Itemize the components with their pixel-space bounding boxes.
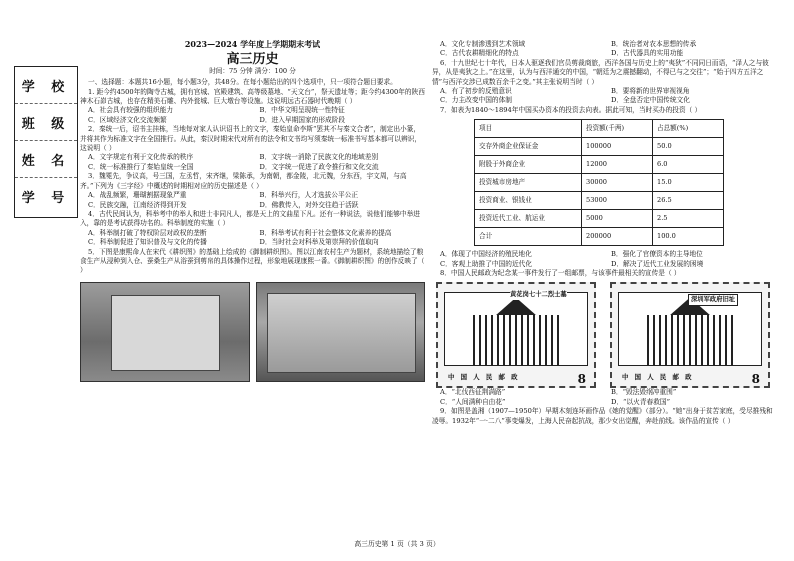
- option: D．解决了近代工业发展的困境: [611, 259, 704, 268]
- option: C．力主改变中国的体制: [440, 96, 512, 105]
- table-header-row: [475, 120, 724, 138]
- option: D．古代器具的实用功能: [611, 49, 684, 58]
- option: A．文化专制渗透到艺术领域: [440, 40, 526, 48]
- option: D．当时社会对科举及第崇拜的价值取向: [259, 238, 379, 247]
- table-cell: 6.0: [653, 156, 724, 174]
- question-2-options: [80, 153, 425, 172]
- stamp-post-label: 中 国 人 民 邮 政: [622, 373, 694, 382]
- question-7-options: [432, 250, 776, 269]
- section-intro: 一、选择题：本题共16小题，每小题3分，共48分。在每小题给出的四个选项中，只一项符合题目要求。: [88, 78, 397, 87]
- option: D．全盘否定中国传统文化: [611, 96, 690, 105]
- exam-year: 2023—2024 学年度上学期期末考试: [184, 39, 321, 49]
- option: D．文字统一促进了政令推行和文化交流: [259, 162, 379, 171]
- investment-table: [474, 119, 724, 246]
- table-cell: 15.0: [653, 174, 724, 192]
- table-cell: 100.0: [653, 228, 724, 246]
- student-info-box: [14, 66, 78, 218]
- question-2: 2．秦统一后，诏书主挂栋，当地每对家人认识诏书上的文字，秦始皇命李斯“罢其不与秦文合者”，制定出小篆，并将其作为标准文字在全国推行。从此，秦汉时期宋代对所有的法令和文书均写须秦统一标准书写基本都可以辨识，这说明（ ）: [80, 125, 422, 153]
- name-label: 姓 名: [15, 141, 77, 178]
- school-label: 学 校: [15, 67, 77, 104]
- table-cell: 合计: [475, 228, 582, 246]
- table-cell: 投资商业、银钱业: [475, 192, 582, 210]
- page-title: 高三历史: [226, 52, 279, 68]
- stamp-2: [610, 282, 770, 388]
- table-total-row: [475, 228, 724, 246]
- option: B．“毁法毁纲冲重围”: [611, 388, 677, 397]
- question-1: 1. 距今约4500年的陶寺古城，拥有宫城、宫殿建筑、高等级墓地、“天文台”，祭天遗址等；距今约4300年的陕西神木石峁古城，也存在精美石雕、内外瓮城、巨大墩台等设施。这说明远古石器时代晚期（ ）: [80, 87, 425, 106]
- option: A．“北伐西征荆满路”: [440, 388, 506, 397]
- table-cell: 投资城市房地产: [475, 174, 582, 192]
- stamp-value: 8: [751, 372, 760, 387]
- question-8: 8．中国人民邮政为纪念某一事件发行了一组邮票，与该事件最相关的宣传是（ ）: [440, 269, 681, 278]
- exam-meta: 时间：75 分钟 满分：100 分: [209, 66, 296, 75]
- option: B．科举考试有利于社会整体文化素养的提高: [259, 228, 392, 237]
- table-header: 投资额(千两): [582, 120, 653, 138]
- option: C．统一标准推行了秦始皇统一全国: [88, 162, 194, 171]
- left-column: [80, 40, 425, 382]
- question-5-figures: [80, 282, 425, 382]
- option: B．文字统一消除了民族文化的地域差别: [259, 153, 379, 162]
- option: B．强化了官僚资本的主导地位: [611, 250, 703, 259]
- option: C．民族交融，江南经济得到开发: [88, 200, 187, 209]
- question-3: 3．魏冕先，争议高，号三国，左丞哲，宋齐继，梁陈承，为南朝，都金陵，北元魏，分东西，宇文周，与高齐。”下列为《三字经》中概述的时期相对应的历史描述是（ ）: [80, 172, 407, 190]
- table-header: 占总额(%): [653, 120, 724, 138]
- mausoleum-image: [444, 292, 588, 366]
- table-cell: 附股于外商企业: [475, 156, 582, 174]
- option: B．要将新的世界审视视角: [611, 87, 690, 96]
- question-9: 9．如图是盖湘（1907—1950年）早期木刻连环画作品《她的觉醒》（部分）。“她”出身于贫苦家庭，受尽推残和凌辱。1932年“一·二八”事变爆发，上海人民奋起抗战，那少女出觉醒，奔赴前线。该作品的宣传（ ）: [432, 407, 773, 425]
- option: C．科举制促进了知识普及与文化的传播: [88, 238, 207, 247]
- table-header: 项目: [475, 120, 582, 138]
- option: B．科举兴行，人才选拔公平公正: [259, 191, 359, 200]
- option: B．中华文明呈现统一性特征: [259, 106, 345, 115]
- question-5: 5．下图是康熙命人在宋代《耕织图》的基础上绘成的《御制耕织图》。图以江南农村生产为题材，系统地描绘了粮食生产从浸种到入仓、蚕桑生产从浴蚕到剪帛的具体操作过程，形象地展现康熙一番。《御制耕织图》的创作反映了（ ）: [80, 247, 425, 275]
- option: B．统治者对农本思想的传承: [611, 40, 697, 48]
- option: C．区域经济文化交流频繁: [88, 115, 167, 124]
- option: D．进入早期国家的形成阶段: [259, 115, 346, 124]
- option: A．社会具有较强的组织能力: [88, 106, 174, 115]
- stamp-caption: 黄花岗七十二烈士墓: [510, 291, 567, 299]
- question-6: 6．十九世纪七十年代，日本人驱逐我们官员剪裁商旅，西洋各国与历史上的“夷狄”不同同日而语，“泽人之与彼异，从是夷狄之上。”在这里，认为与西洋通交的中国，“朝廷为之震撼翻动，不得已与之交往”；“始于四方五洋之情”与西洋交涉已成数百余千之变。”其主张说明当时（ ）: [432, 58, 769, 86]
- question-4-options: [80, 229, 425, 248]
- question-7: 7．如表为1840～1894年中国买办资本的投资去向表。据此可知，当时买办的投资（ ）: [440, 105, 702, 114]
- option: C．“人间满种自由花”: [440, 397, 506, 406]
- option: A．战乱频繁，珊瑚割据现象严重: [88, 191, 187, 200]
- question-3-options: [80, 191, 425, 210]
- question-1-options: [80, 106, 425, 125]
- option: A．文字规定有利于文化传承的秩序: [88, 153, 194, 162]
- option: A．科举制打破了特权阶层对政权的垄断: [88, 228, 207, 237]
- table-cell: 26.5: [653, 192, 724, 210]
- question-6-options: [432, 87, 776, 106]
- stamp-post-label: 中 国 人 民 邮 政: [448, 373, 520, 382]
- table-cell: 12000: [582, 156, 653, 174]
- student-id-label: 学 号: [21, 190, 71, 206]
- option: A．有了初步的反殖意识: [440, 87, 512, 96]
- table-cell: 53000: [582, 192, 653, 210]
- option: A．体现了中国经济的殖民地化: [440, 250, 532, 259]
- table-cell: 50.0: [653, 138, 724, 156]
- table-cell: 100000: [582, 138, 653, 156]
- table-row: [475, 174, 724, 192]
- right-column: [432, 40, 776, 426]
- stamp-value: 8: [577, 372, 586, 387]
- question-5-options: [432, 40, 776, 59]
- table-cell: 200000: [582, 228, 653, 246]
- question-8-options: [432, 388, 776, 407]
- table-row: [475, 210, 724, 228]
- class-label: 班 级: [15, 104, 77, 141]
- page-footer: 高三历史第 1 页（共 3 页）: [354, 540, 440, 548]
- weaving-illustration-image: [256, 282, 426, 382]
- stamp-1: [436, 282, 596, 388]
- table-row: [475, 138, 724, 156]
- stamp-images: [436, 282, 776, 386]
- option: D．“以火青春救国”: [611, 397, 671, 406]
- question-4: 4．古代民间认为，科举考中的举人和进士非同凡人，都是天上的文曲星下凡。还有一种说法，说他们能够中举进入，靠的是考试获得功名的。科举制度的实施（ ）: [80, 209, 420, 228]
- table-cell: 投资近代工业、航运业: [475, 210, 582, 228]
- option: D．佛教传入，对外交往趋于活跃: [259, 200, 359, 209]
- table-cell: 2.5: [653, 210, 724, 228]
- option: C．古代农耕精细化的特点: [440, 49, 519, 58]
- option: C．客观上助推了中国的近代化: [440, 259, 533, 268]
- table-cell: 30000: [582, 174, 653, 192]
- farming-illustration-image: [80, 282, 250, 382]
- table-cell: 5000: [582, 210, 653, 228]
- table-row: [475, 156, 724, 174]
- stamp-caption: 深圳军政府旧址: [688, 294, 738, 305]
- table-row: [475, 192, 724, 210]
- table-cell: 交存外商企业保证金: [475, 138, 582, 156]
